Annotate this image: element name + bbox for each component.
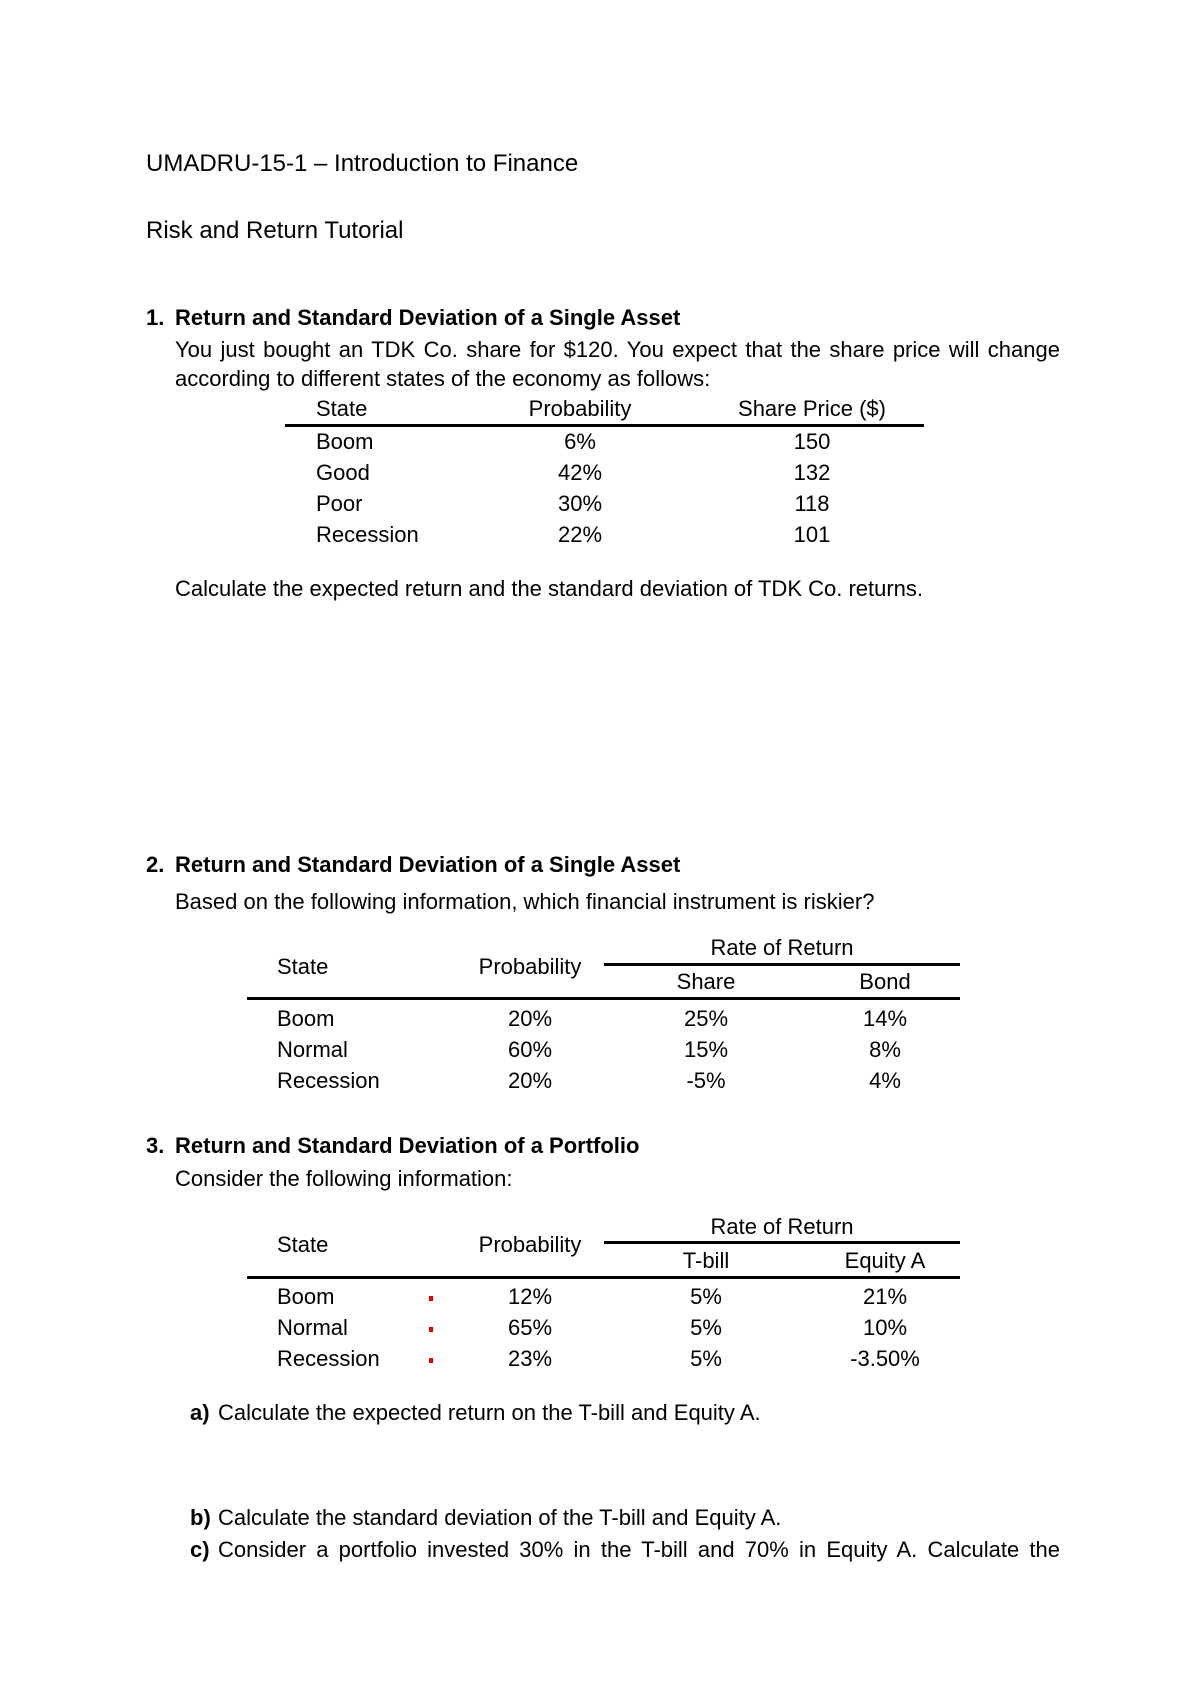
table-cell: 132 [793,460,831,485]
table-cell: 10% [862,1315,908,1340]
table-cell: 23% [507,1346,553,1371]
q3-part-a: Calculate the expected return on the T-bill and Equity A. [218,1400,761,1425]
table-cell: 21% [862,1284,908,1309]
table-cell: 42% [557,460,603,485]
q3-part-a-label: a) [190,1400,210,1425]
table-cell: Recession [316,522,419,547]
q1-number: 1. [146,305,165,330]
table-cell: Recession [277,1068,380,1093]
q1-header-probability: Probability [528,396,632,421]
q1-intro-line1: You just bought an TDK Co. share for $120. You expect that the share price will change [175,337,1060,362]
q3-subheader-tbill: T-bill [682,1248,730,1273]
table-cell: 20% [507,1006,553,1031]
q2-subheader-share: Share [676,969,736,994]
q3-number: 3. [146,1133,165,1158]
q3-header-probability: Probability [478,1232,582,1257]
q1-heading: Return and Standard Deviation of a Single Asset [175,305,681,330]
q1-header-price: Share Price ($) [738,396,886,421]
table-cell: 4% [869,1068,901,1093]
q3-part-c: Consider a portfolio invested 30% in the T-bill and 70% in Equity A. Calculate the [218,1537,1060,1562]
table-cell: 60% [507,1037,553,1062]
table-cell: Normal [277,1037,348,1062]
q3-header-rule [247,1276,960,1279]
q1-header-rule [285,424,924,427]
q3-part-c-label: c) [190,1537,210,1562]
table-cell: 14% [862,1006,908,1031]
table-cell: Normal [277,1315,348,1340]
q1-header-state: State [316,396,368,421]
table-cell: 5% [690,1346,722,1371]
table-cell: 22% [557,522,603,547]
q2-group-rule [604,963,960,966]
table-cell: Poor [316,491,363,516]
table-cell: -5% [686,1068,726,1093]
q3-header-group: Rate of Return [710,1214,854,1239]
table-cell: Boom [277,1006,335,1031]
table-cell: 118 [794,491,830,516]
q3-subheader-equity: Equity A [844,1248,926,1273]
q2-header-probability: Probability [478,954,582,979]
q3-intro: Consider the following information: [175,1166,513,1191]
table-cell: 12% [507,1284,553,1309]
table-cell: 15% [683,1037,729,1062]
q1-task: Calculate the expected return and the standard deviation of TDK Co. returns. [175,576,924,601]
table-cell: 65% [507,1315,553,1340]
table-cell: Boom [316,429,374,454]
q2-header-state: State [277,954,329,979]
q2-heading: Return and Standard Deviation of a Single Asset [175,852,681,877]
tutorial-title: Risk and Return Tutorial [146,217,404,244]
table-cell: 30% [557,491,603,516]
q2-subheader-bond: Bond [859,969,911,994]
table-cell: Recession [277,1346,380,1371]
q3-header-state: State [277,1232,329,1257]
table-cell: 20% [507,1068,553,1093]
table-cell: 150 [793,429,831,454]
table-cell: -3.50% [850,1346,920,1371]
table-cell: 25% [683,1006,729,1031]
q3-part-b: Calculate the standard deviation of the T-bill and Equity A. [218,1505,782,1530]
course-title: UMADRU-15-1 – Introduction to Finance [146,150,579,177]
table-cell: 101 [793,522,831,547]
table-cell: 8% [869,1037,901,1062]
q2-intro: Based on the following information, which financial instrument is riskier? [175,889,875,914]
table-cell: 5% [690,1315,722,1340]
table-cell: Good [316,460,370,485]
table-cell: Boom [277,1284,335,1309]
q1-intro-line2: according to different states of the economy as follows: [175,366,711,391]
table-cell: 6% [564,429,596,454]
table-cell: 5% [690,1284,722,1309]
q2-header-group: Rate of Return [710,935,854,960]
q3-heading: Return and Standard Deviation of a Portfolio [175,1133,640,1158]
q2-number: 2. [146,852,165,877]
q3-part-b-label: b) [190,1505,211,1530]
q2-header-rule [247,997,960,1000]
q3-group-rule [604,1241,960,1244]
